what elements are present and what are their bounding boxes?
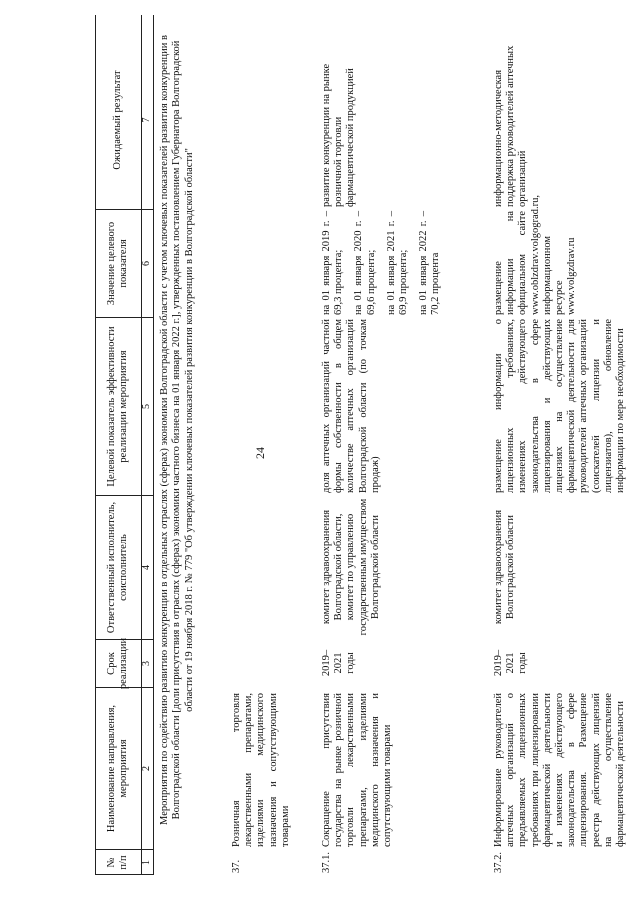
header-result: Ожидаемый результат (111, 70, 123, 170)
row-37-2-result: информационно-методическая поддержка руководителей аптечных организаций (493, 45, 529, 207)
row-37-1-number: 37.1. (321, 852, 332, 873)
row-37-1-value-2020: на 01 января 2020 г. – 69,6 процента; (353, 211, 377, 315)
row-37-2-name: Информирование руководителей аптечных организаций о предъявляемых лицензионных требованиях при лицензировании фармацевтической деятельности и изменениях действующего законодательства в сфере лицензирования. Размещение реестра действующих лицензий на осуществление фармацевтической деятельности (493, 693, 627, 847)
row-37-1-executor: комитет здравоохранения Волгоградской области, комитет по управлению государственным имуществом Волгоградской области (321, 498, 381, 636)
row-37-number: 37. (231, 859, 242, 873)
header-name: Наименование направления, мероприятия (95, 687, 141, 849)
row-37-2-indicator: размещение информации о лицензионных требованиях, изменениях действующего законодательства в сфере лицензирования и действующих лицензиях на осуществление фармацевтической деятельности для руководителей аптечных организаций (соискателей лицензии и лицензиатов), обновление информации по мере необходимости (493, 319, 627, 493)
header-indicator: Целевой показатель эффективности реализации мероприятия (95, 317, 141, 495)
col-number-4: 4 (141, 495, 153, 639)
header-executor: Ответственный исполнитель, соисполнитель (95, 495, 141, 639)
row-37-1-name: Сокращение присутствия государства на рынке розничной торговли лекарственными препаратами, изделиями медицинского назначения и сопутствующими товарами (321, 693, 394, 847)
header-term: Срок реализации (95, 639, 141, 687)
col-number-3: 3 (141, 639, 153, 687)
rotated-table-sheet (95, 15, 640, 875)
row-37-1-value-2021: на 01 января 2021 г. – 69,9 процента; (385, 211, 410, 315)
section-title: Мероприятия по содействию развитию конкуренции в отдельных отраслях (сферах) экономики Волгоградской области с учетом ключевых показателей развития конкуренции в Волгоградской области [доли присутствия в отраслях (сферах) экономики частного бизнеса на 01 января 2022 г.], утвержденных постановлением Губернатора Волгоградской области от 19 ноября 2018 г. № 779 "Об утверждении ключевых показателей развития конкуренции в Волгоградской области" (159, 35, 195, 825)
row-37-2-number: 37.2. (493, 852, 504, 873)
row-37-1-term: 2019–2021 годы (321, 649, 357, 677)
numbers-divider (153, 15, 154, 875)
col-number-5: 5 (141, 317, 153, 495)
row-37-1-values (321, 209, 443, 317)
row-37-2-values: размещение информации на официальном сайте www.oblzdrav.volgograd.ru, информационном ресурсе www.volgzdrav.ru (493, 195, 578, 315)
row-37-1-value-2019: на 01 января 2019 г. – 69,3 процента; (321, 211, 345, 315)
page-number: 24 (253, 447, 267, 459)
header-value: Значение целевого показателя (95, 209, 141, 317)
row-37-2-executor: комитет здравоохранения Волгоградской области (493, 509, 517, 625)
col-number-2: 2 (141, 687, 153, 849)
row-37-1-value-2022: на 01 января 2022 г. – 70,2 процента (418, 211, 442, 315)
col-number-1: 1 (141, 849, 153, 875)
col-number-6: 6 (141, 209, 153, 317)
row-37-name: Розничная торговля лекарственными препаратами, изделиями медицинского назначения и сопутствующими товарами (231, 693, 291, 847)
row-37-2-term: 2019–2021 годы (493, 649, 529, 677)
header-number: № п/п (95, 849, 141, 875)
row-37-1-indicator: доля аптечных организаций частной формы собственности в общем количестве аптечных организаций Волгоградской области (по точкам продаж) (321, 319, 381, 493)
col-number-7: 7 (140, 117, 152, 123)
row-37-1-result: развитие конкуренции на рынке розничной торговли фармацевтической продукцией (321, 63, 357, 207)
